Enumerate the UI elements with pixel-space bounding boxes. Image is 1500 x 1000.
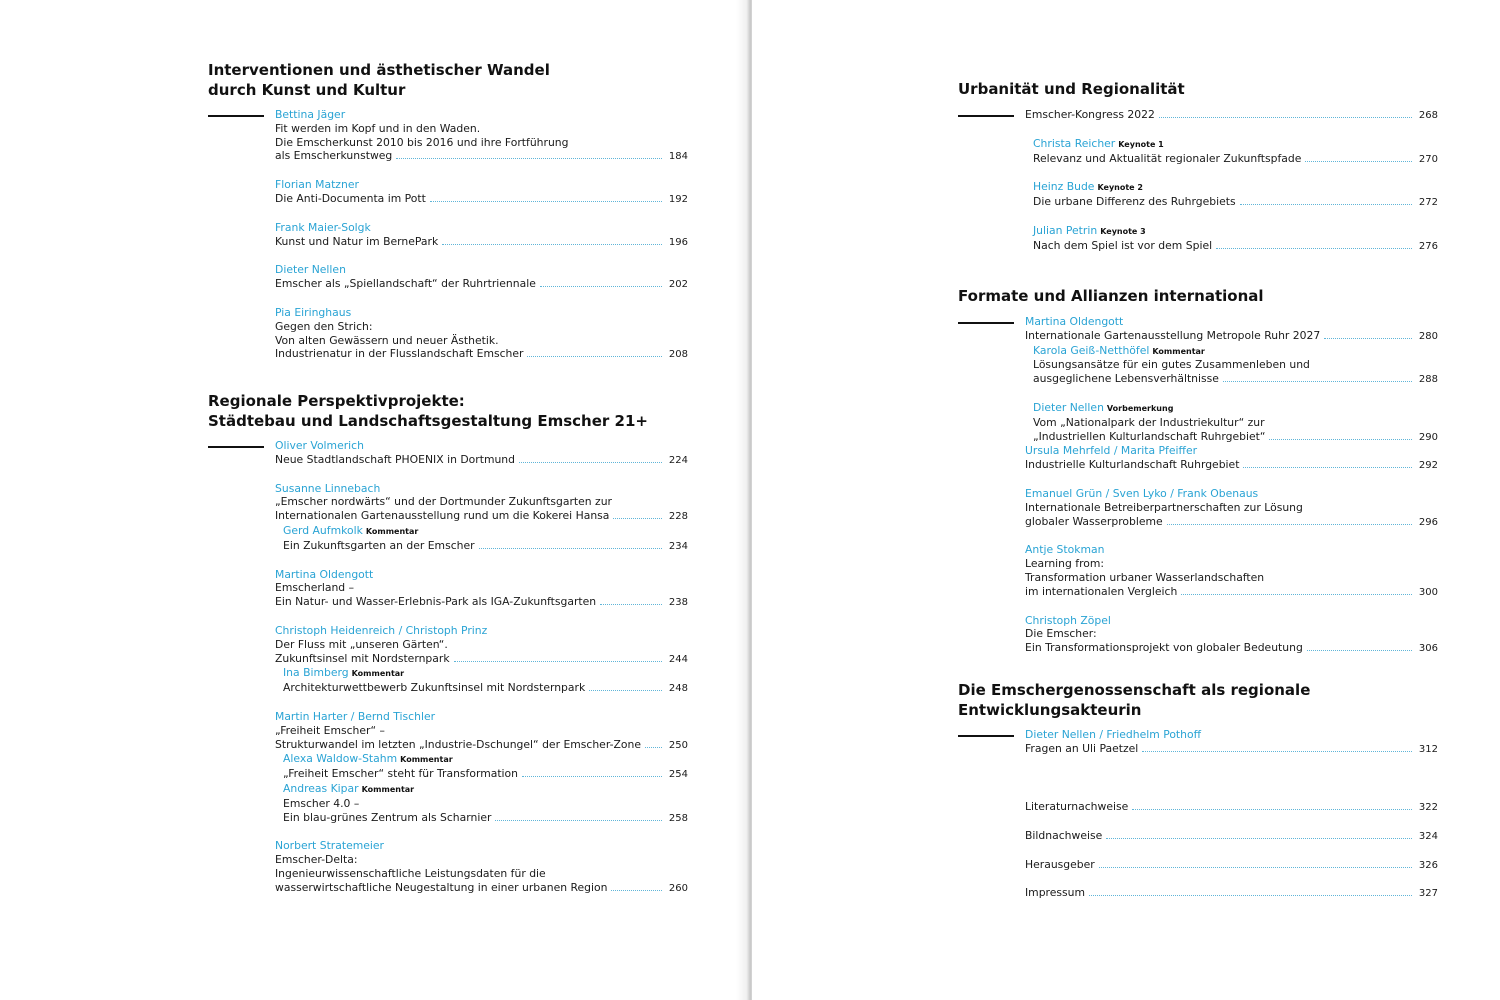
entry-author[interactable] [1025,543,1438,557]
entry-title-line [1025,641,1438,656]
page-number: 324 [1418,830,1438,842]
author-name: Norbert Stratemeier [275,839,384,853]
toc-entry[interactable] [275,439,688,468]
author-name: Martina Oldengott [1025,315,1124,328]
page-number: 327 [1418,888,1438,900]
dot-leader [1240,204,1412,205]
entry-title-line [275,277,688,292]
entry-author[interactable] [275,306,688,320]
entry-title-text: Der Fluss mit „unseren Gärten“. [275,637,448,651]
entry-title-line [1025,627,1438,641]
author-name: Emanuel Grün / Sven Lyko / Frank Obenaus [1025,486,1259,500]
dot-leader [1106,838,1412,839]
dot-leader [613,518,662,519]
entry-title-line [1025,742,1438,757]
toc-entry[interactable] [275,839,688,895]
toc-entry[interactable] [275,178,688,207]
toc-entry[interactable] [275,221,688,250]
page-number: 326 [1418,859,1438,871]
page-number: 288 [1418,374,1438,386]
toc-entry-list [1025,728,1438,757]
dot-leader [442,244,662,245]
toc-entry[interactable] [275,710,688,752]
dot-leader [1132,809,1412,810]
toc-entry[interactable] [275,624,688,666]
toc-entry[interactable] [1025,800,1438,815]
entry-title-text: als Emscherkunstweg [275,149,393,163]
entry-title-line [275,122,688,136]
dot-leader [495,820,662,821]
section-title-line: durch Kunst und Kultur [208,80,406,99]
entry-title-line [275,595,688,610]
entry-title-text: Relevanz und Aktualität regionaler Zukunftspfade [1033,151,1302,165]
entry-title-line [1025,329,1438,344]
entry-title-text: Emscher 4.0 – [283,796,360,810]
entry-author[interactable] [1033,180,1438,195]
toc-entry[interactable] [1025,728,1438,757]
entry-role: Keynote 3 [1100,226,1146,236]
section-title [208,61,728,100]
page-number: 202 [668,279,688,291]
entry-title-text: Internationale Gartenausstellung Metropole Ruhr 2027 [1025,328,1321,342]
entry-author[interactable] [283,782,688,797]
toc-entry-list [275,439,688,896]
entry-title-line [275,738,688,753]
dot-leader [1089,895,1412,896]
entry-title-text: Neue Stadtlandschaft PHOENIX in Dortmund [275,452,515,466]
section-title-line: Urbanität und Regionalität [958,80,1185,98]
page-number: 234 [668,540,688,552]
entry-title-text: Strukturwandel im letzten „Industrie-Dschungel“ der Emscher-Zone [275,737,641,751]
entry-title-text: Ein blau-grünes Zentrum als Scharnier [283,810,492,824]
entry-title-line [1025,108,1438,123]
entry-author[interactable] [1025,444,1438,458]
toc-entry[interactable] [1033,401,1438,444]
entry-author[interactable] [1025,487,1438,501]
page-number: 238 [668,597,688,609]
toc-entry[interactable] [1025,444,1438,473]
entry-title-line [1025,458,1438,473]
entry-author[interactable] [1025,728,1438,742]
entry-title-line [1025,515,1438,530]
page-number: 292 [1418,460,1438,472]
entry-role: Kommentar [351,669,405,679]
entry-author[interactable] [1033,137,1438,152]
author-name: Karola Geiß-Netthöfel [1033,343,1150,357]
toc-entry[interactable] [1025,614,1438,656]
section-title [208,392,728,431]
page-number: 258 [668,812,688,824]
entry-role: Vorbemerkung [1106,403,1174,413]
entry-title-line [275,149,688,164]
dot-leader [454,661,662,662]
toc-entry[interactable] [1025,487,1438,529]
entry-role: Keynote 1 [1118,139,1164,149]
page-number: 192 [668,193,688,205]
dot-leader [1243,467,1412,468]
author-name: Julian Petrin [1033,223,1098,237]
entry-author[interactable] [1033,344,1438,359]
dot-leader [527,356,662,357]
page-number: 272 [1418,197,1438,209]
toc-entry[interactable] [1033,180,1438,210]
page-number: 280 [1418,330,1438,342]
entry-title-text: Emscher als „Spiellandschaft“ der Ruhrtriennale [275,277,536,291]
entry-title-line [283,681,688,696]
dot-leader [1216,248,1412,249]
author-name: Martina Oldengott [275,567,374,581]
author-name: Alexa Waldow-Stahm [283,752,398,766]
page-number: 184 [668,151,688,163]
page-number: 322 [1418,802,1438,813]
entry-title-line [1025,858,1438,873]
entry-title-text: Industrienatur in der Flusslandschaft Emscher [275,347,524,361]
page-number: 244 [668,653,688,665]
toc-entry[interactable] [1033,137,1438,167]
author-name: Frank Maier-Solgk [275,220,371,234]
author-name: Antje Stokman [1025,543,1105,557]
page-number: 300 [1418,586,1438,598]
entry-role: Keynote 2 [1097,183,1143,193]
toc-entry[interactable] [283,666,688,696]
entry-author[interactable] [283,666,688,681]
toc-entry[interactable] [1025,543,1438,599]
dot-leader [1167,524,1412,525]
entry-title-text: Bildnachweise [1025,828,1103,842]
page-number: 196 [668,236,688,248]
entry-title-line [275,652,688,667]
entry-role: Kommentar [365,526,419,536]
dot-leader [1223,381,1412,382]
section-title-line: Die Emschergenossenschaft als regionale [958,681,1311,699]
section-rule [958,115,1014,117]
entry-author[interactable] [275,439,688,453]
entry-title-text: Die urbane Differenz des Ruhrgebiets [1033,195,1236,209]
entry-author[interactable] [275,221,688,235]
page-number: 276 [1418,240,1438,252]
entry-title-line [1025,829,1438,844]
toc-entry-list [1025,800,1438,901]
entry-title-line [275,235,688,250]
entry-title-text: Ein Zukunftsgarten an der Emscher [283,538,475,552]
entry-title-text: „Freiheit Emscher“ – [275,723,385,737]
entry-title-text: „Emscher nordwärts“ und der Dortmunder Zukunftsgarten zur [275,495,612,509]
entry-role: Kommentar [400,755,453,765]
dot-leader [1159,117,1412,118]
entry-title-line [1025,886,1438,901]
page-number: 270 [1418,153,1438,165]
entry-title-text: wasserwirtschaftliche Neugestaltung in einer urbanen Region [275,880,608,894]
toc-entry[interactable] [1025,315,1438,344]
section-title [958,80,1478,100]
entry-title-text: Zukunftsinsel mit Nordsternpark [275,651,450,665]
entry-title-line [275,509,688,524]
dot-leader [1181,594,1412,595]
entry-author[interactable] [275,710,688,724]
entry-author[interactable] [275,624,688,638]
entry-title-text: Emscherland – [275,581,354,595]
page-number: 208 [668,349,688,361]
entry-title-line [275,581,688,595]
entry-title-line [283,767,688,782]
page-number: 290 [1418,431,1438,443]
entry-title-text: Von alten Gewässern und neuer Ästhetik. [275,333,499,347]
author-name: Dieter Nellen [275,263,346,277]
page-number: 312 [1418,743,1438,755]
entry-title-text: Emscher-Delta: [275,853,358,867]
entry-author[interactable] [275,839,688,853]
author-name: Christa Reicher [1033,136,1116,150]
toc-entry[interactable] [275,306,688,362]
entry-title-line [275,136,688,150]
entry-title-text: Ein Transformationsprojekt von globaler Bedeutung [1025,641,1303,655]
entry-title-text: globaler Wasserprobleme [1025,514,1163,528]
dot-leader [611,890,662,891]
entry-author[interactable] [283,752,688,767]
toc-entry[interactable] [1025,108,1438,123]
entry-author[interactable] [275,568,688,582]
entry-title-text: im internationalen Vergleich [1025,584,1178,598]
dot-leader [479,548,662,549]
author-name: Florian Matzner [275,178,359,192]
entry-title-line [1033,195,1438,210]
page-number: 306 [1418,643,1438,655]
entry-title-text: Internationalen Gartenausstellung rund um die Kokerei Hansa [275,509,610,523]
page-number: 254 [668,769,688,781]
toc-entry[interactable] [283,782,688,825]
entry-title-text: Die Emscherkunst 2010 bis 2016 und ihre Fortführung [275,135,569,149]
entry-role: Kommentar [1152,346,1205,356]
page-number: 248 [668,683,688,695]
entry-title-line [283,539,688,554]
toc-entry[interactable] [283,752,688,782]
section-title-line: Städtebau und Landschaftsgestaltung Emscher 21+ [208,411,648,430]
entry-title-line [283,811,688,826]
entry-title-text: Ein Natur- und Wasser-Erlebnis-Park als IGA-Zukunftsgarten [275,595,597,609]
dot-leader [1099,867,1412,868]
entry-title-line [275,867,688,881]
dot-leader [540,286,662,287]
page-number: 250 [668,739,688,751]
toc-entry[interactable] [1033,344,1438,387]
right-page [752,0,1500,1000]
dot-leader [1307,650,1412,651]
entry-author[interactable] [275,108,688,122]
author-name: Susanne Linnebach [275,481,381,495]
author-name: Ina Bimberg [283,666,349,680]
author-name: Christoph Zöpel [1025,613,1111,627]
entry-title-text: Vom „Nationalpark der Industriekultur“ zur [1033,415,1265,429]
dot-leader [1305,161,1412,162]
section-rule [958,735,1014,737]
dot-leader [1269,439,1412,440]
author-name: Bettina Jäger [275,108,346,121]
entry-author[interactable] [283,524,688,539]
entry-title-text: „Freiheit Emscher“ steht für Transformation [283,767,519,781]
left-page [0,0,748,1000]
entry-title-line [1033,239,1438,254]
entry-title-text: „Industriellen Kulturlandschaft Ruhrgebiet“ [1033,429,1266,443]
author-name: Dieter Nellen [1033,400,1104,414]
entry-title-text: Ingenieurwissenschaftliche Leistungsdaten für die [275,866,546,880]
entry-title-text: Emscher-Kongress 2022 [1025,108,1155,121]
entry-title-line [275,724,688,738]
entry-title-line [275,334,688,348]
entry-title-line [275,495,688,509]
dot-leader [1324,338,1412,339]
entry-title-text: Fragen an Uli Paetzel [1025,741,1139,755]
author-name: Andreas Kipar [283,781,359,795]
author-name: Christoph Heidenreich / Christoph Prinz [275,623,488,637]
entry-title-line [283,797,688,811]
toc-entry[interactable] [1025,829,1438,844]
author-name: Heinz Bude [1033,180,1095,194]
toc-entry[interactable] [275,108,688,164]
page-number: 268 [1418,110,1438,121]
section-title [958,681,1478,720]
entry-title-line [275,638,688,652]
entry-title-text: Architekturwettbewerb Zukunftsinsel mit Nordsternpark [283,681,586,695]
entry-title-line [1025,501,1438,515]
author-name: Ursula Mehrfeld / Marita Pfeiffer [1025,444,1198,458]
toc-entry[interactable] [275,568,688,610]
entry-title-text: Fit werden im Kopf und in den Waden. [275,121,481,135]
entry-title-text: Transformation urbaner Wasserlandschaften [1025,570,1265,584]
entry-title-text: Herausgeber [1025,857,1095,871]
entry-author[interactable] [1025,315,1438,329]
entry-title-text: ausgeglichene Lebensverhältnisse [1033,372,1219,386]
entry-author[interactable] [1033,401,1438,416]
page-number: 260 [668,882,688,894]
toc-entry-list [1025,315,1438,656]
section-title-line: Entwicklungsakteurin [958,700,1142,719]
entry-title-text: Kunst und Natur im BernePark [275,234,439,248]
entry-title-line [1025,557,1438,571]
entry-title-text: Lösungsansätze für ein gutes Zusammenleben und [1033,358,1310,372]
entry-title-line [1033,416,1438,430]
entry-title-line [275,881,688,896]
section-rule [958,322,1014,324]
entry-title-line [275,192,688,207]
dot-leader [396,158,662,159]
entry-title-line [275,453,688,468]
entry-title-text: Industrielle Kulturlandschaft Ruhrgebiet [1025,458,1240,472]
entry-title-text: Nach dem Spiel ist vor dem Spiel [1033,238,1213,252]
page-number: 296 [1418,516,1438,528]
entry-title-line [1033,152,1438,167]
entry-title-line [1025,800,1438,815]
author-name: Oliver Volmerich [275,439,364,452]
entry-title-text: Internationale Betreiberpartnerschaften zur Lösung [1025,500,1303,514]
section-title [958,287,1478,307]
entry-role: Kommentar [361,784,415,794]
toc-entry[interactable] [1025,858,1438,873]
dot-leader [519,462,662,463]
entry-title-text: Learning from: [1025,557,1105,571]
toc-entry[interactable] [1033,224,1438,254]
entry-author[interactable] [275,178,688,192]
entry-title-text: Gegen den Strich: [275,319,373,333]
dot-leader [522,776,662,777]
entry-title-line [1033,430,1438,445]
toc-entry-list [275,108,688,362]
entry-title-text: Die Anti-Documenta im Pott [275,191,426,205]
entry-author[interactable] [1033,224,1438,239]
author-name: Dieter Nellen / Friedhelm Pothoff [1025,728,1202,741]
author-name: Gerd Aufmkolk [283,523,363,537]
entry-title-line [1025,571,1438,585]
entry-title-text: Impressum [1025,886,1086,900]
author-name: Pia Eiringhaus [275,305,352,319]
dot-leader [1142,751,1412,752]
section-rule [208,446,264,448]
entry-author[interactable] [275,482,688,496]
toc-entry[interactable] [1025,886,1438,901]
author-name: Martin Harter / Bernd Tischler [275,709,436,723]
entry-title-line [1025,585,1438,600]
section-rule [208,115,264,117]
toc-entry-list [1025,108,1438,254]
toc-entry[interactable] [275,263,688,292]
dot-leader [600,604,662,605]
entry-title-line [275,320,688,334]
entry-title-line [1033,372,1438,387]
dot-leader [430,201,662,202]
entry-author[interactable] [1025,614,1438,628]
entry-title-line [275,853,688,867]
entry-author[interactable] [275,263,688,277]
entry-title-text: Literaturnachweise [1025,800,1129,813]
entry-title-text: Die Emscher: [1025,627,1097,641]
toc-entry[interactable] [283,524,688,554]
dot-leader [589,690,662,691]
toc-entry[interactable] [275,482,688,524]
section-title-line: Regionale Perspektivprojekte: [208,392,465,410]
section-title-line: Interventionen und ästhetischer Wandel [208,61,550,79]
page-number: 224 [668,454,688,466]
section-title-line: Formate und Allianzen international [958,287,1264,305]
entry-title-line [275,347,688,362]
entry-title-line [1033,358,1438,372]
dot-leader [645,747,662,748]
page-number: 228 [668,511,688,523]
